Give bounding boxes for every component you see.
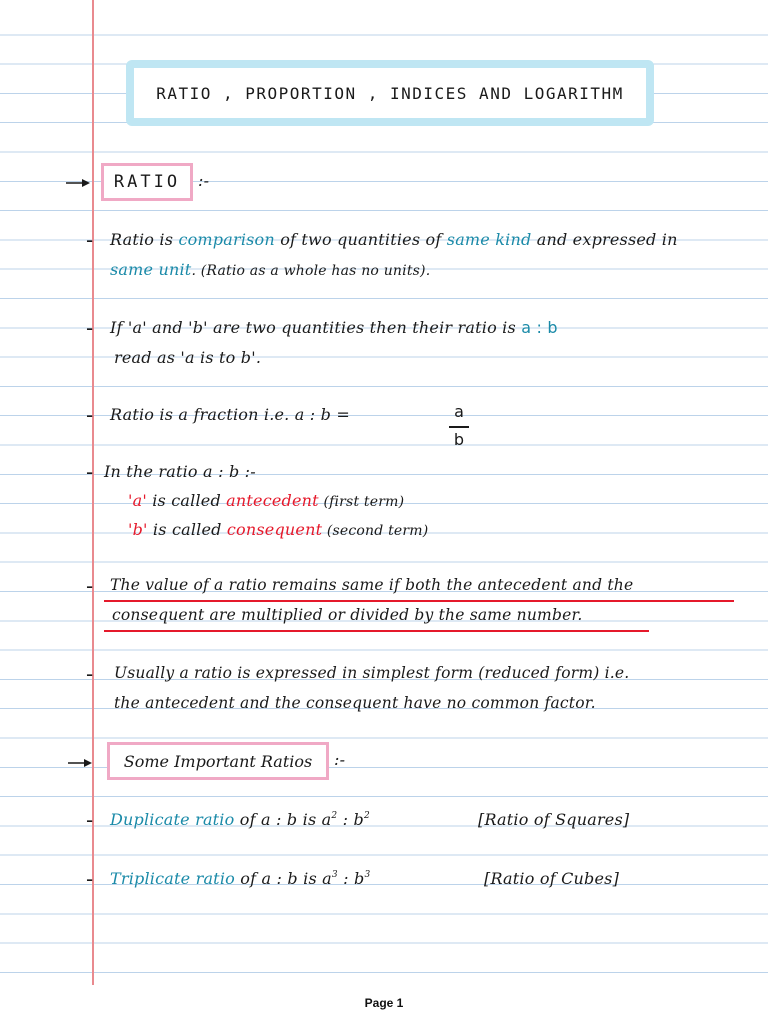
bullet-dash: - <box>86 228 94 252</box>
text: (second term) <box>322 523 429 539</box>
para-1-line-2 <box>110 260 430 279</box>
term-triplicate-ratio: Triplicate ratio <box>110 869 235 888</box>
page-title: RATIO , PROPORTION , INDICES AND LOGARITHM <box>156 83 624 103</box>
text: is called <box>146 491 227 510</box>
para-2-line-1 <box>110 318 558 337</box>
term-consequent: consequent <box>226 520 323 539</box>
term-same-kind: same kind <box>446 230 532 249</box>
exponent: 3 <box>364 870 371 880</box>
term-antecedent: antecedent <box>226 491 319 510</box>
exponent: 3 <box>331 870 338 880</box>
fraction-bar <box>449 426 469 428</box>
term-same-unit: same unit <box>110 260 192 279</box>
text: : b <box>337 869 365 888</box>
duplicate-ratio-note: [Ratio of Squares] <box>478 810 630 829</box>
bullet-dash: - <box>86 808 94 832</box>
para-3-line-1: Ratio is a fraction i.e. a : b = <box>110 405 350 424</box>
important-ratios-heading-box <box>107 742 329 780</box>
bullet-dash: - <box>86 662 94 686</box>
triplicate-ratio-line <box>110 869 370 888</box>
para-4-antecedent-line <box>128 491 404 510</box>
ratio-heading: RATIO <box>113 172 181 192</box>
text: is called <box>147 520 227 539</box>
bullet-dash: - <box>86 403 94 427</box>
bullet-dash: - <box>86 316 94 340</box>
text: . (Ratio as a whole has no units). <box>191 263 431 279</box>
ratio-heading-box <box>101 163 193 201</box>
para-6-line-2: the antecedent and the consequent have no common factor. <box>114 694 596 712</box>
exponent: 2 <box>331 811 338 821</box>
text: of a : b is a <box>234 869 332 888</box>
red-underline <box>104 630 649 632</box>
important-ratios-heading: Some Important Ratios <box>123 751 313 771</box>
para-5-line-2: consequent are multiplied or divided by the same number. <box>112 606 583 624</box>
triplicate-ratio-note: [Ratio of Cubes] <box>484 869 620 888</box>
text: : b <box>337 810 364 829</box>
text: and expressed in <box>531 230 678 249</box>
ratio-heading-suffix: :- <box>198 171 210 190</box>
bullet-dash: - <box>86 574 94 598</box>
bullet-dash: - <box>86 867 94 891</box>
arrow-right-icon <box>66 178 90 188</box>
page-number: Page 1 <box>364 996 404 1010</box>
term-duplicate-ratio: Duplicate ratio <box>110 810 235 829</box>
exponent: 2 <box>363 811 370 821</box>
ratio-notation: a : b <box>521 318 558 337</box>
text: Ratio is <box>110 230 179 249</box>
para-4-consequent-line <box>128 520 428 539</box>
para-6-line-1: Usually a ratio is expressed in simplest form (reduced form) i.e. <box>114 664 630 682</box>
bullet-dash: - <box>86 460 94 484</box>
text: 'b' <box>128 520 148 539</box>
term-comparison: comparison <box>178 230 275 249</box>
duplicate-ratio-line <box>110 810 370 829</box>
arrow-right-icon <box>68 758 92 768</box>
text: of two quantities of <box>274 230 447 249</box>
fraction-denominator: b <box>453 430 465 449</box>
important-ratios-suffix: :- <box>334 750 346 769</box>
text: If 'a' and 'b' are two quantities then their ratio is <box>110 318 522 337</box>
margin-line <box>92 0 94 985</box>
title-box <box>126 60 654 126</box>
para-5-line-1: The value of a ratio remains same if both the antecedent and the <box>110 576 634 594</box>
fraction-numerator: a <box>454 402 464 421</box>
para-4-line-1: In the ratio a : b :- <box>104 462 256 481</box>
para-2-line-2: read as 'a is to b'. <box>114 348 262 367</box>
text: of a : b is a <box>234 810 332 829</box>
text: (first term) <box>318 494 405 510</box>
text: 'a' <box>128 491 147 510</box>
para-1-line-1 <box>110 230 678 249</box>
red-underline <box>104 600 734 602</box>
